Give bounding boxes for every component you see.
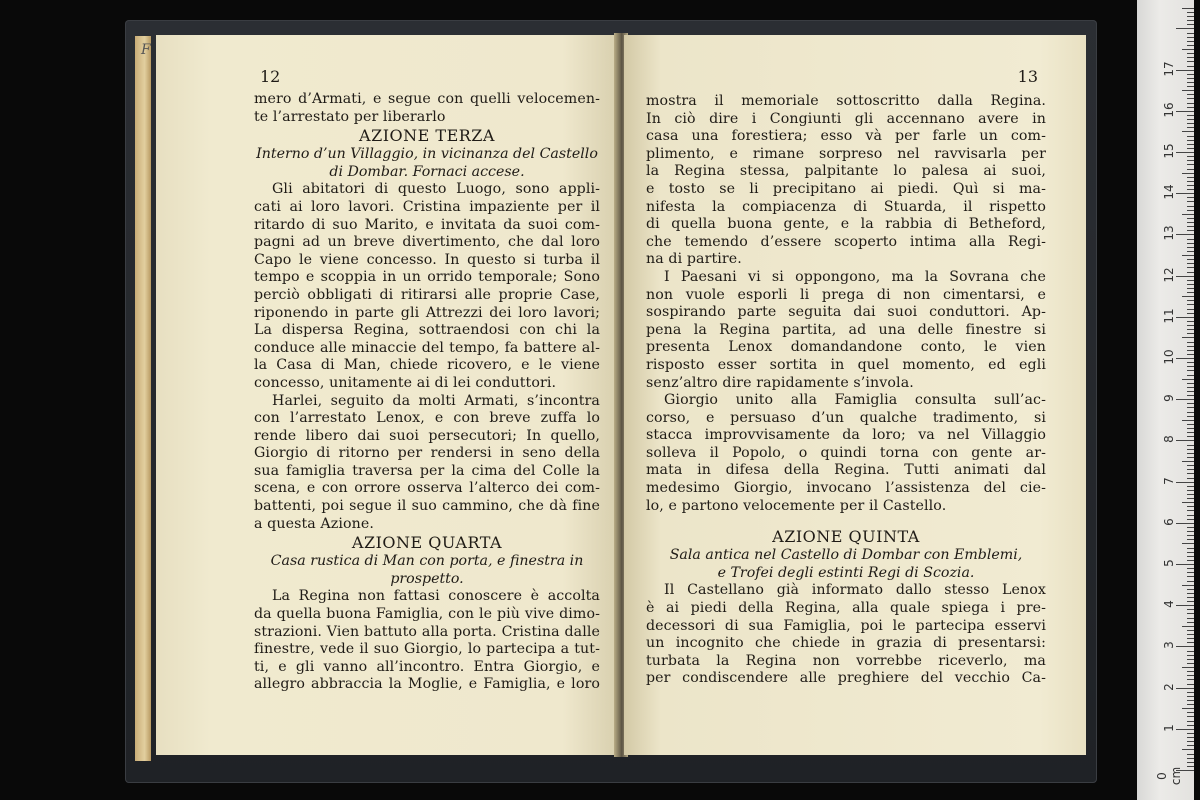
ruler-label: 6 [1162, 517, 1176, 526]
ruler-tick [1176, 317, 1194, 318]
text-line: mata in difesa della Regina. Tutti animati dal [646, 462, 1046, 479]
text-line: la Casa di Man, chiede ricovero, e le viene [254, 357, 600, 374]
ruler-tick [1187, 515, 1194, 516]
ruler-tick [1187, 535, 1194, 536]
ruler-label: 4 [1162, 600, 1176, 609]
text-line: presenta Lenox domandandone conto, le vien [646, 339, 1046, 356]
ruler-tick [1187, 86, 1194, 87]
text-line: solleva il Popolo, o quindi torna con gente ar- [646, 444, 1046, 461]
ruler-tick [1187, 696, 1194, 697]
ruler-tick [1187, 712, 1194, 713]
ruler-tick [1182, 337, 1194, 338]
ruler-tick [1187, 66, 1194, 67]
text-line: battenti, poi segue il suo cammino, che dà fine [254, 498, 600, 515]
text-line: mero d’Armati, e segue con quelli velocemen- [254, 91, 600, 107]
ruler-tick [1187, 292, 1194, 293]
ruler-tick [1187, 494, 1194, 495]
text-line: La dispersa Regina, sottraendosi con chi la [254, 322, 600, 339]
ruler-tick [1187, 288, 1194, 289]
ruler-tick [1187, 16, 1194, 17]
ruler-tick [1187, 98, 1194, 99]
ruler-tick [1187, 37, 1194, 38]
text-line: na di partire. [646, 251, 742, 268]
ruler-tick [1187, 82, 1194, 83]
text-line: stacca improvvisamente da loro; va nel Villaggio [646, 427, 1046, 444]
ruler-tick [1187, 531, 1194, 532]
ruler-tick [1187, 716, 1194, 717]
ruler-tick [1182, 49, 1194, 50]
ruler-tick [1187, 247, 1194, 248]
text-line: e tosto se li precipitano ai piedi. Quì si ma- [646, 180, 1046, 197]
ruler-tick [1187, 457, 1194, 458]
ruler-tick [1187, 309, 1194, 310]
text-line: perciò obbligati di ritirarsi alle proprie Case, [254, 286, 600, 303]
ruler-tick [1187, 127, 1194, 128]
scene-description: e Trofei degli estinti Regi di Scozia. [717, 564, 975, 581]
ruler-label: 5 [1162, 559, 1176, 567]
ruler-tick [1187, 651, 1194, 652]
text-line: Il Castellano già informato dallo stesso Lenox [664, 582, 1046, 599]
ruler-tick [1187, 333, 1194, 334]
ruler-tick [1187, 362, 1194, 363]
text-line: ritardo di suo Marito, e invitata da suoi com- [254, 216, 600, 233]
ruler-label: 10 [1162, 349, 1176, 365]
ruler-tick [1187, 304, 1194, 305]
ruler-tick [1187, 490, 1194, 491]
ruler-tick [1187, 239, 1194, 240]
ruler-tick [1187, 148, 1194, 149]
ruler-tick [1187, 185, 1194, 186]
ruler-label: 3 [1162, 641, 1176, 650]
ruler-tick [1182, 667, 1194, 668]
text-line: conduce alle minaccie del tempo, fa battere al- [254, 339, 600, 356]
ruler-tick [1187, 20, 1194, 21]
ruler-tick [1182, 585, 1194, 586]
ruler-tick [1187, 103, 1194, 104]
ruler-tick [1187, 329, 1194, 330]
ruler-tick [1187, 416, 1194, 417]
ruler-label: 15 [1162, 143, 1176, 159]
ruler-tick [1187, 45, 1194, 46]
ruler-tick [1187, 609, 1194, 610]
left-page-text [254, 91, 600, 694]
ruler-tick [1187, 539, 1194, 540]
ruler-tick [1187, 700, 1194, 701]
ruler-tick [1187, 300, 1194, 301]
ruler-tick [1176, 70, 1194, 71]
ruler-tick [1187, 218, 1194, 219]
ruler-tick [1187, 692, 1194, 693]
ruler-tick [1187, 391, 1194, 392]
ruler-tick [1187, 634, 1194, 635]
ruler-tick [1187, 61, 1194, 62]
ruler-tick [1187, 498, 1194, 499]
ruler-tick [1187, 33, 1194, 34]
text-line: finestre, vede il suo Giorgio, lo partecipa a tut- [254, 641, 600, 658]
ruler-tick [1176, 605, 1194, 606]
text-line: Giorgio di ritorno per rendersi in seno della [254, 445, 600, 462]
ruler-tick [1187, 280, 1194, 281]
ruler-tick [1187, 465, 1194, 466]
text-line: allegro abbraccia la Moglie, e Famiglia, e loro [254, 676, 600, 693]
ruler-tick [1187, 354, 1194, 355]
ruler-tick [1187, 473, 1194, 474]
section-heading: AZIONE TERZA [359, 126, 495, 146]
text-line: Harlei, seguito da molti Armati, s’incontra [272, 392, 600, 409]
ruler-tick [1187, 403, 1194, 404]
text-line: mostra il memoriale sottoscritto dalla Regina. [646, 93, 1046, 109]
ruler-tick [1176, 234, 1194, 235]
page-edge [135, 36, 151, 761]
text-line: te l’arrestato per liberarlo [254, 108, 446, 125]
ruler-tick [1187, 428, 1194, 429]
ruler-tick [1176, 399, 1194, 400]
text-line: plimento, e rimane sorpreso nel ravvisarla per [646, 145, 1046, 162]
ruler-tick [1187, 679, 1194, 680]
ruler-tick [1187, 556, 1194, 557]
ruler-tick [1187, 366, 1194, 367]
ruler-tick [1187, 704, 1194, 705]
ruler-tick [1187, 313, 1194, 314]
ruler-tick [1187, 407, 1194, 408]
ruler-tick [1182, 8, 1194, 9]
ruler-tick [1187, 725, 1194, 726]
ruler-tick [1187, 144, 1194, 145]
ruler-tick [1187, 601, 1194, 602]
right-page-text [646, 93, 1046, 688]
ruler-tick [1187, 638, 1194, 639]
ruler-tick [1187, 622, 1194, 623]
text-line: I Paesani vi si oppongono, ma la Sovrana che [664, 268, 1046, 285]
ruler-tick [1187, 272, 1194, 273]
ruler-tick [1187, 24, 1194, 25]
ruler-tick [1176, 646, 1194, 647]
section-gap [646, 515, 1046, 527]
ruler-tick [1187, 527, 1194, 528]
ruler-tick [1187, 436, 1194, 437]
ruler-tick [1187, 201, 1194, 202]
text-line: da quella buona Famiglia, con le più vive dimo- [254, 606, 600, 623]
ruler-tick [1187, 263, 1194, 264]
ruler-tick [1187, 754, 1194, 755]
ruler-tick [1187, 506, 1194, 507]
scene-description: Casa rustica di Man con porta, e finestra in [270, 553, 584, 570]
ruler-tick [1176, 440, 1194, 441]
ruler-tick [1187, 721, 1194, 722]
text-line: Capo le viene concesso. In questo si turba il [254, 251, 600, 268]
ruler-tick [1187, 663, 1194, 664]
scene-description: di Dombar. Fornaci accese. [329, 163, 525, 180]
text-line: tempo e scoppia in un orrido temporale; Sono [254, 269, 600, 286]
ruler-tick [1187, 12, 1194, 13]
ruler-tick [1187, 486, 1194, 487]
page-number-left: 12 [260, 67, 281, 86]
text-line: per condiscendere alle preghiere del vecchio Ca- [646, 670, 1046, 687]
ruler-tick [1187, 449, 1194, 450]
ruler-tick [1187, 510, 1194, 511]
text-line: ti, e gli vanno all’incontro. Entra Giorgio, e [254, 658, 600, 675]
text-line: riponendo in parte gli Attrezzi dei loro lavori; [254, 304, 600, 321]
ruler-tick [1187, 251, 1194, 252]
ruler-tick [1187, 94, 1194, 95]
ruler-tick [1176, 193, 1194, 194]
ruler-tick [1187, 107, 1194, 108]
edge-mark: F [141, 42, 151, 58]
ruler-tick [1187, 560, 1194, 561]
section-heading: AZIONE QUARTA [351, 533, 503, 553]
scene-description: Interno d’un Villaggio, in vicinanza del Castello [256, 146, 598, 163]
ruler-tick [1187, 432, 1194, 433]
ruler-tick [1187, 589, 1194, 590]
ruler-label: 11 [1162, 308, 1176, 324]
ruler-tick [1187, 733, 1194, 734]
ruler-tick [1187, 453, 1194, 454]
ruler-label: 14 [1162, 184, 1176, 200]
ruler-tick [1187, 424, 1194, 425]
right-page [624, 35, 1086, 755]
ruler-tick [1187, 552, 1194, 553]
ruler-tick [1187, 618, 1194, 619]
ruler-tick [1187, 181, 1194, 182]
ruler-tick [1182, 131, 1194, 132]
page-number-right: 13 [1017, 67, 1038, 86]
ruler-tick [1187, 160, 1194, 161]
ruler-tick [1182, 90, 1194, 91]
ruler-tick [1187, 342, 1194, 343]
ruler-tick [1187, 445, 1194, 446]
text-line: Giorgio unito alla Famiglia consulta sull’ac- [664, 392, 1046, 409]
ruler-tick [1187, 197, 1194, 198]
ruler-tick [1187, 568, 1194, 569]
text-line: lo, e partono velocemente per il Castello. [646, 497, 947, 514]
ruler-tick [1187, 222, 1194, 223]
ruler-tick [1187, 74, 1194, 75]
ruler-tick [1187, 671, 1194, 672]
ruler-tick [1187, 350, 1194, 351]
scene-description: prospetto. [390, 570, 464, 587]
text-line: un incognito che chiede in grazia di presentarsi: [646, 635, 1046, 652]
ruler-tick [1187, 370, 1194, 371]
ruler-tick [1187, 478, 1194, 479]
ruler-tick [1182, 255, 1194, 256]
ruler-tick [1187, 659, 1194, 660]
ruler-tick [1187, 383, 1194, 384]
ruler-tick [1187, 156, 1194, 157]
ruler-tick [1187, 548, 1194, 549]
text-line: con l’arrestato Lenox, e con breve zuffa lo [254, 410, 600, 427]
ruler-tick [1182, 420, 1194, 421]
ruler-tick [1187, 412, 1194, 413]
ruler-tick [1182, 626, 1194, 627]
text-line: cati ai loro lavori. Cristina impaziente per il [254, 198, 600, 215]
ruler-tick [1187, 123, 1194, 124]
ruler-label: 12 [1162, 266, 1176, 283]
text-line: non vuole esporli li prega di non cimentarsi, e [646, 286, 1046, 303]
text-line: la Regina stessa, palpitante lo palesa ai suoi, [646, 163, 1046, 180]
ruler-label: 9 [1162, 394, 1176, 403]
ruler-tick [1176, 152, 1194, 153]
ruler-tick [1187, 675, 1194, 676]
left-page [156, 35, 618, 755]
text-line: nifesta la compiacenza di Stuarda, il rispetto [646, 198, 1046, 215]
text-line: turbata la Regina non vorrebbe riceverlo, ma [646, 652, 1046, 669]
ruler-tick [1187, 613, 1194, 614]
ruler-tick [1187, 78, 1194, 79]
ruler-tick [1187, 593, 1194, 594]
ruler-tick [1187, 519, 1194, 520]
text-line: è ai piedi della Regina, alla quale spiega i pre- [646, 600, 1046, 617]
ruler-label: 1 [1162, 723, 1176, 732]
ruler-tick [1187, 469, 1194, 470]
text-line: Gli abitatori di questo Luogo, sono appli- [272, 181, 600, 198]
ruler-tick [1187, 762, 1194, 763]
ruler-label: 2 [1162, 682, 1176, 691]
ruler-label: 17 [1162, 60, 1176, 77]
ruler-tick [1187, 140, 1194, 141]
scene-description: Sala antica nel Castello di Dombar con Emblemi, [669, 547, 1023, 564]
ruler-tick [1187, 119, 1194, 120]
ruler-tick [1182, 461, 1194, 462]
ruler-tick [1187, 164, 1194, 165]
text-line: pena la Regina partita, ad una delle finestre si [646, 321, 1046, 338]
text-line: In ciò dire i Congiunti gli accennano avere in [646, 110, 1046, 127]
ruler-tick [1176, 688, 1194, 689]
text-line: medesimo Giorgio, invocano l’assistenza del cie- [646, 480, 1046, 497]
ruler-tick [1187, 572, 1194, 573]
text-line: sospirando parte seguita dai suoi conduttori. Ap- [646, 304, 1046, 321]
text-line: risposto esser sortita in quel momento, ed egli [646, 356, 1046, 373]
text-line: strazioni. Vien battuto alla porta. Cristina dalle [254, 623, 600, 640]
ruler-tick [1187, 642, 1194, 643]
measuring-ruler [1137, 0, 1194, 800]
text-line: decessori di sua Famiglia, poi le partecipa esservi [646, 617, 1046, 634]
ruler-tick [1187, 737, 1194, 738]
ruler-label: 0 cm [1155, 766, 1183, 786]
text-line: pagni ad un breve divertimento, che dal loro [254, 234, 600, 251]
section-heading: AZIONE QUINTA [772, 527, 920, 547]
text-line: La Regina non fattasi conoscere è accolta [272, 588, 600, 605]
ruler-tick [1187, 189, 1194, 190]
ruler-tick [1187, 387, 1194, 388]
ruler-tick [1187, 226, 1194, 227]
ruler-tick [1182, 749, 1194, 750]
ruler-tick [1187, 206, 1194, 207]
ruler-tick [1187, 741, 1194, 742]
ruler-tick [1187, 177, 1194, 178]
ruler-tick [1187, 745, 1194, 746]
ruler-tick [1182, 708, 1194, 709]
ruler-tick [1187, 57, 1194, 58]
ruler-tick [1187, 321, 1194, 322]
ruler-tick [1187, 758, 1194, 759]
text-line: casa una forestiera; esso và per farle un com- [646, 128, 1046, 145]
ruler-tick [1187, 630, 1194, 631]
ruler-tick [1187, 41, 1194, 42]
ruler-tick [1187, 284, 1194, 285]
ruler-tick [1187, 243, 1194, 244]
text-line: senz’altro dire rapidamente s’invola. [646, 374, 914, 391]
ruler-tick [1176, 276, 1194, 277]
ruler-tick [1187, 766, 1194, 767]
ruler-tick [1182, 173, 1194, 174]
ruler-label: 16 [1162, 102, 1176, 118]
ruler-tick [1176, 28, 1194, 29]
ruler-label: 8 [1162, 435, 1176, 444]
ruler-tick [1187, 53, 1194, 54]
ruler-tick [1176, 111, 1194, 112]
ruler-tick [1176, 729, 1194, 730]
ruler-tick [1176, 358, 1194, 359]
ruler-tick [1182, 543, 1194, 544]
ruler-tick [1187, 395, 1194, 396]
ruler-tick [1176, 482, 1194, 483]
ruler-tick [1187, 210, 1194, 211]
ruler-tick [1187, 581, 1194, 582]
text-line: rende libero dai suoi persecutori; In quello, [254, 427, 600, 444]
text-line: sua famiglia traversa per la cima del Colle la [254, 462, 600, 479]
ruler-tick [1176, 564, 1194, 565]
ruler-label: 7 [1162, 476, 1176, 485]
ruler-tick [1187, 655, 1194, 656]
ruler-tick [1187, 346, 1194, 347]
ruler-tick [1187, 576, 1194, 577]
ruler-tick [1187, 230, 1194, 231]
ruler-tick [1182, 502, 1194, 503]
ruler-tick [1187, 684, 1194, 685]
text-line: scena, e con orrore osserva l’alterco dei com- [254, 480, 600, 497]
ruler-tick [1187, 597, 1194, 598]
ruler-tick [1187, 267, 1194, 268]
ruler-tick [1187, 115, 1194, 116]
text-line: concesso, unitamente ai di lei conduttori. [254, 374, 557, 391]
ruler-tick [1176, 523, 1194, 524]
ruler-tick [1182, 379, 1194, 380]
ruler-tick [1182, 296, 1194, 297]
ruler-tick [1187, 259, 1194, 260]
ruler-tick [1187, 375, 1194, 376]
ruler-label: 13 [1162, 225, 1176, 242]
ruler-tick [1187, 169, 1194, 170]
ruler-tick [1187, 136, 1194, 137]
text-line: di quella buona gente, e la rabbia di Betheford, [646, 216, 1046, 233]
ruler-tick [1182, 214, 1194, 215]
text-line: a questa Azione. [254, 515, 374, 532]
text-line: corso, e persuaso d’un qualche tradimento, si [646, 409, 1046, 426]
ruler-tick [1187, 325, 1194, 326]
text-line: che temendo d’essere scoperto intima alla Regi- [646, 233, 1046, 250]
